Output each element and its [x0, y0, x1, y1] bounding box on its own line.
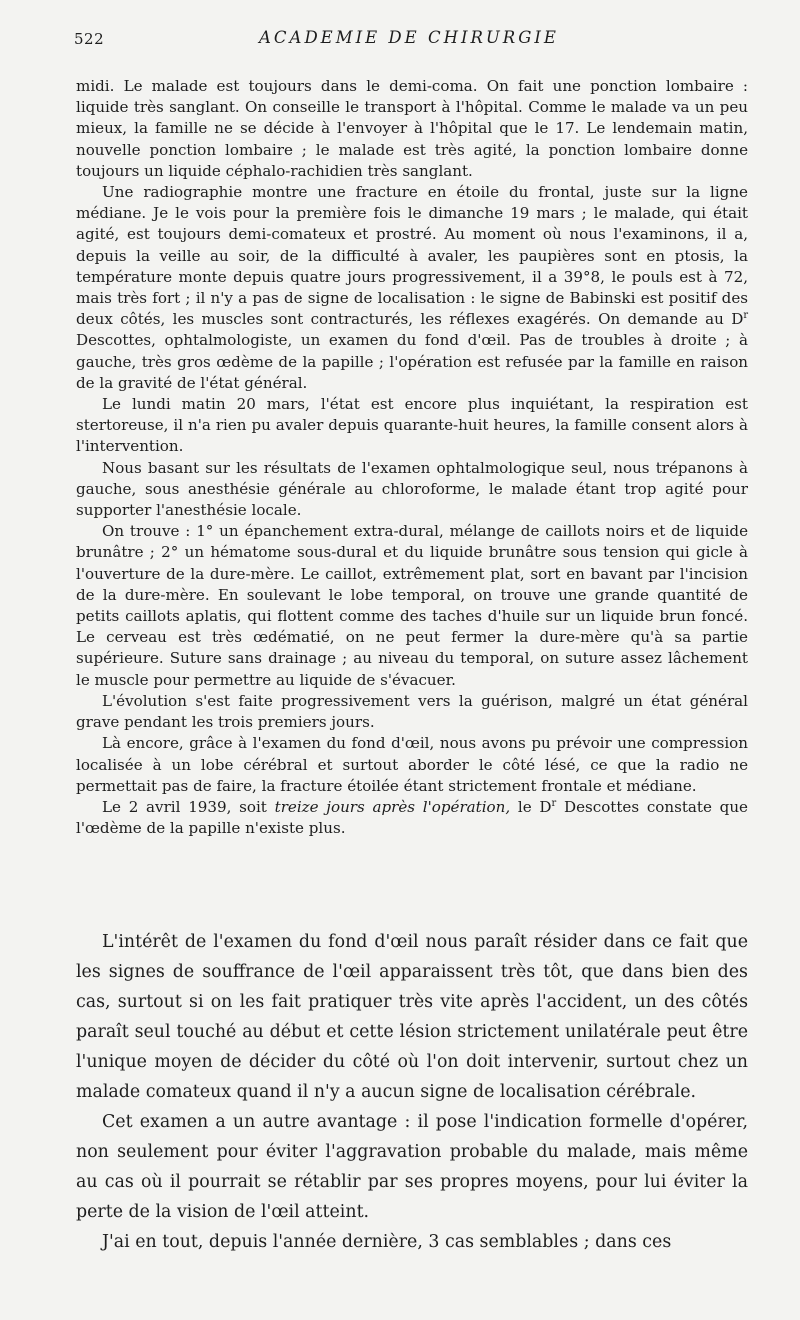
- case-report-text: [76, 76, 748, 839]
- paragraph: Nous basant sur les résultats de l'examen ophtalmologique seul, nous trépanons à gauche, sous anesthésie générale au chloroforme, le malade étant trop agité pour supporter l'anesthésie locale.: [76, 458, 748, 520]
- page-number: 522: [74, 30, 105, 48]
- text-run: Descottes, ophtalmologiste, un examen du fond d'œil. Pas de troubles à droite ; à gauche, très gros œdème de la papille ; l'opération est refusée par la famille en raison de la gravité de l'état général.: [76, 331, 748, 392]
- paragraph: On trouve : 1° un épanchement extra-dural, mélange de caillots noirs et de liquide brunâtre ; 2° un hématome sous-dural et du liquide brunâtre sous tension qui gicle à l'ouverture de la dure-mère. Le caillot, extrêmement plat, sort en bavant par l'incision de la dure-mère. En soulevant le lobe temporal, on trouve une grande quantité de petits caillots aplatis, qui flottent comme des taches d'huile sur un liquide brun foncé. Le cerveau est très œdématié, on ne peut fermer la dure-mère qu'à sa partie supérieure. Suture sans drainage ; au niveau du temporal, on suture assez lâchement le muscle pour permettre au liquide de s'évacuer.: [76, 522, 748, 689]
- paragraph: Le lundi matin 20 mars, l'état est encore plus inquiétant, la respiration est stertoreuse, il n'a rien pu avaler depuis quarante-huit heures, la famille consent alors à l'intervention.: [76, 395, 748, 456]
- paragraph: L'évolution s'est faite progressivement vers la guérison, malgré un état général grave pendant les trois premiers jours.: [76, 691, 748, 732]
- running-title: ACADEMIE DE CHIRURGIE: [259, 28, 559, 47]
- text-run: Descottes constate que l'œdème de la papille n'existe plus.: [76, 797, 748, 838]
- paragraph: L'intérêt de l'examen du fond d'œil nous paraît résider dans ce fait que les signes de souffrance de l'œil apparaissent très tôt, que dans bien des cas, surtout si on les fait pratiquer très vite après l'accident, un des côtés paraît seul touché au début et cette lésion strictement unilatérale peut être l'unique moyen de décider du côté où l'on doit intervenir, surtout chez un malade comateux quand il n'y a aucun signe de localisation cérébrale.: [76, 932, 748, 1102]
- italic-phrase: treize jours après l'opération,: [274, 797, 511, 816]
- text-run: le D: [510, 797, 552, 816]
- paragraph: J'ai en tout, depuis l'année dernière, 3 cas semblables ; dans ces: [102, 1232, 672, 1252]
- page-header: [74, 26, 744, 56]
- text-run: Une radiographie montre une fracture en étoile du frontal, juste sur la ligne médiane. Je le vois pour la première fois le dimanche 19 mars ; le malade, qui était agité, est toujours demi-comateux et prostré. Au moment où nous l'examinons, il a, depuis la veille au soir, de la difficulté à avaler, les paupières sont en ptosis, la température monte depuis quatre jours progressivement, il a 39°8, le pouls est à 72, mais très fort ; il n'y a pas de signe de localisation : le signe de Babinski est positif des deux côtés, les muscles sont contracturés, les réflexes exagérés. On demande au D: [76, 183, 748, 329]
- paragraph: [76, 182, 748, 394]
- superscript: r: [551, 797, 557, 809]
- paragraph: [76, 797, 748, 839]
- text-run: Le 2 avril 1939, soit: [102, 797, 275, 816]
- paragraph: midi. Le malade est toujours dans le demi-coma. On fait une ponction lombaire : liquide très sanglant. On conseille le transport à l'hôpital. Comme le malade va un peu mieux, la famille ne se décide à l'envoyer à l'hôpital que le 17. Le lendemain matin, nouvelle ponction lombaire ; le malade est très agité, la ponction lombaire donne toujours un liquide céphalo-rachidien très sanglant.: [76, 77, 748, 180]
- paragraph: Là encore, grâce à l'examen du fond d'œil, nous avons pu prévoir une compression localisée à un lobe cérébral et surtout aborder le côté lésé, ce que la radio ne permettait pas de faire, la fracture étoilée étant strictement frontale et médiane.: [76, 734, 748, 795]
- paragraph: Cet examen a un autre avantage : il pose l'indication formelle d'opérer, non seulement pour éviter l'aggravation probable du malade, mais même au cas où il pourrait se rétablir par ses propres moyens, pour lui éviter la perte de la vision de l'œil atteint.: [76, 1112, 748, 1222]
- discussion-text: [76, 927, 748, 1257]
- superscript: r: [743, 310, 748, 322]
